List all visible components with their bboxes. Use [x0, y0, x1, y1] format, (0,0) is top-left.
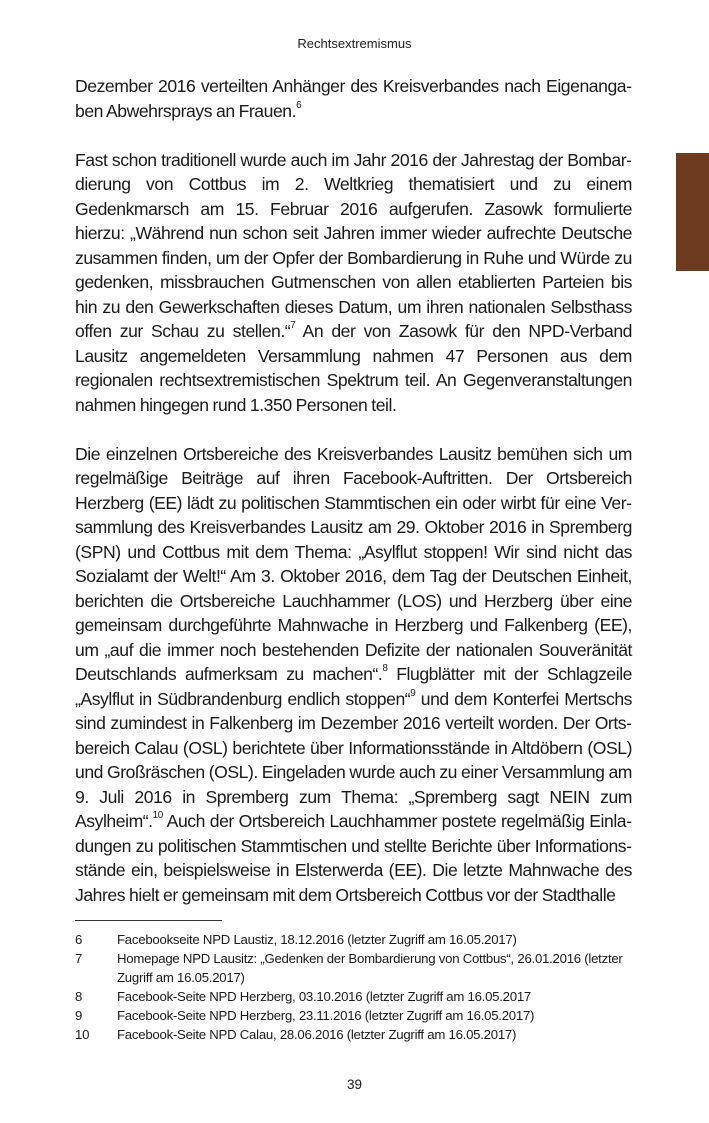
footnote-item [75, 950, 632, 987]
text-run: An der von Zasowk für den NPD-Verband Lausitz angemeldeten Versammlung nahmen 47 Personen aus dem regionalen rechtsextremistischen Spektrum teil. An Gegenveranstaltungen nahmen hingegen rund 1.350 Personen teil. [75, 321, 632, 415]
page-number: 39 [346, 1077, 363, 1092]
text-run: Die einzelnen Ortsbereiche des Kreisverbandes Lausitz bemühen sich um regelmäßige Beiträge auf ihren Facebook-Auftritten. Der Ortsbereich Herzberg (EE) lädt zu politischen Stammtischen ein oder wirbt für eine Versammlung des Kreisverbandes Lausitz am 29. Oktober 2016 in Spremberg (SPN) und Cottbus mit dem Thema: „Asylflut stoppen! Wir sind nicht das Sozialamt der Welt!“ Am 3. Oktober 2016, dem Tag der Deutschen Einheit, berichten die Ortsbereiche Lauchhammer (LOS) und Herzberg über eine gemeinsam durchgeführte Mahnwache in Herzberg und Falkenberg (EE), um „auf die immer noch bestehenden Defizite der nationalen Souveränität Deutschlands aufmerksam zu machen“. [75, 443, 632, 684]
footnote-number: 8 [75, 988, 83, 1004]
text-run: Dezember 2016 verteilten Anhänger des Kreisverbandes nach Eigenangaben Abwehrsprays an Frauen. [75, 76, 632, 121]
footnote-reference[interactable]: 10 [152, 810, 163, 822]
text-run: Fast schon traditionell wurde auch im Jahr 2016 der Jahrestag der Bombardierung von Cottbus im 2. Weltkrieg thematisiert und zu einem Gedenkmarsch am 15. Februar 2016 aufgerufen. Zasowk formulierte hierzu: „Während nun schon seit Jahren immer wieder aufrechte Deutsche zusammen finden, um der Opfer der Bombardierung in Ruhe und Würde zu gedenken, missbrauchen Gutmenschen von allen etablierten Parteien bis hin zu den Gewerkschaften dieses Datum, um ihren nationalen Selbsthass offen zur Schau zu stellen.“ [75, 149, 632, 341]
text-run: Flugblätter mit der Schlagzeile „Asylflut in Südbrandenburg endlich stoppen“ [75, 664, 633, 709]
body-paragraph [75, 442, 632, 908]
running-head: Rechtsextremismus [297, 36, 412, 51]
chapter-thumb-tab [676, 153, 709, 271]
footnote-reference[interactable]: 8 [382, 663, 388, 675]
body-text [75, 74, 632, 907]
footnote-text: Facebook-Seite NPD Calau, 28.06.2016 (letzter Zugriff am 16.05.2017) [117, 1026, 517, 1042]
footnote-text: Homepage NPD Lausitz: „Gedenken der Bombardierung von Cottbus“, 26.01.2016 (letzter Zugriff am 16.05.2017) [117, 951, 623, 985]
footnote-number: 6 [75, 932, 83, 947]
footnote-reference[interactable]: 9 [410, 687, 416, 699]
footnote-reference[interactable]: 7 [290, 320, 296, 332]
footnote-number: 7 [75, 951, 83, 966]
footnote-text: Facebook-Seite NPD Herzberg, 23.11.2016 (letzter Zugriff am 16.05.2017) [117, 1007, 535, 1023]
body-paragraph [75, 148, 632, 418]
footnote-text: Facebookseite NPD Laustiz, 18.12.2016 (letzter Zugriff am 16.05.2017) [117, 932, 517, 947]
footnote-reference[interactable]: 6 [296, 99, 302, 111]
footnote-item [75, 988, 632, 1007]
footnote-item [75, 1026, 632, 1045]
footnote-text: Facebook-Seite NPD Herzberg, 03.10.2016 (letzter Zugriff am 16.05.2017 [117, 988, 532, 1004]
footnote-number: 9 [75, 1007, 83, 1023]
body-paragraph [75, 74, 632, 123]
footnote-item [75, 931, 632, 950]
text-run: und dem Konterfei Mertschs sind zumindest in Falkenberg im Dezember 2016 verteilt worden. Der Ortsbereich Calau (OSL) berichtete über Informationsstände in Altdöbern (OSL) und Großräschen (OSL). Eingeladen wurde auch zu einer Versammlung am 9. Juli 2016 in Spremberg zum Thema: „Spremberg sagt NEIN zum Asylheim“. [75, 688, 632, 831]
text-run: Auch der Ortsbereich Lauchhammer postete regelmäßig Einladungen zu politischen Stammtischen und stellte Berichte über Informationsstände ein, beispielsweise in Elsterwerda (EE). Die letzte Mahnwache des Jahres hielt er gemeinsam mit dem Ortsbereich Cottbus vor der Stadthalle [75, 811, 632, 905]
footnote-number: 10 [75, 1026, 90, 1042]
footnote-separator [75, 920, 222, 921]
footnote-item [75, 1007, 632, 1026]
footnotes [75, 931, 632, 1045]
